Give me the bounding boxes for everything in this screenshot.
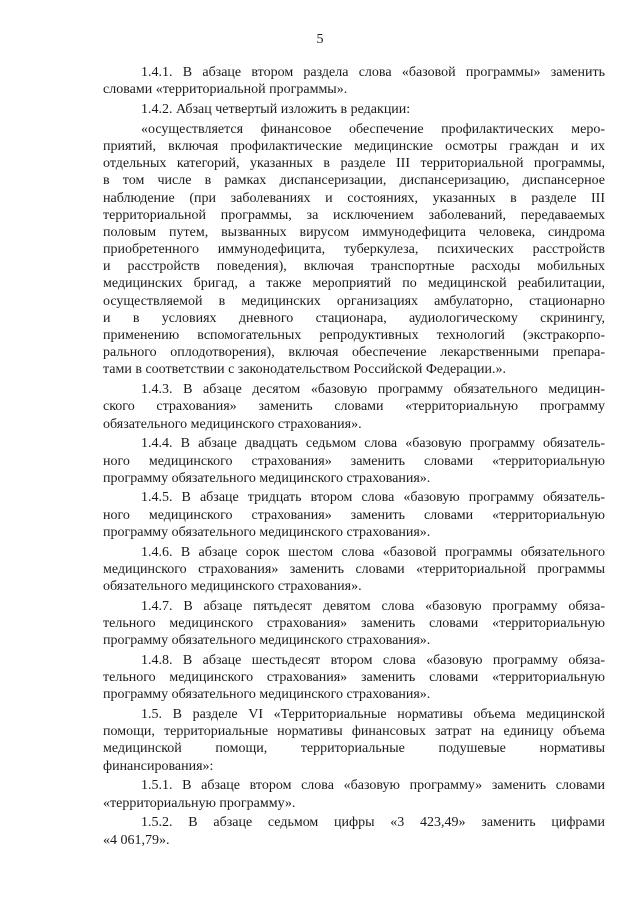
page-number: 5 bbox=[316, 32, 324, 47]
paragraph-quote bbox=[103, 121, 605, 379]
text-line: 1.4.2. Абзац четвертый изложить в редакции: bbox=[141, 101, 411, 117]
text-line: 1.4.5. В абзаце тридцать втором слова «базовую программу обязатель- bbox=[141, 490, 605, 506]
paragraph-p142 bbox=[103, 101, 605, 118]
paragraph-p147 bbox=[103, 598, 605, 650]
text-line: в том числе в рамках диспансеризации, диспансеризацию, диспансерное bbox=[103, 173, 605, 189]
paragraph-p143 bbox=[103, 381, 605, 433]
text-line: 1.4.1. В абзаце втором раздела слова «базовой программы» заменить bbox=[141, 65, 605, 80]
paragraph-p151 bbox=[103, 777, 605, 811]
text-line: «4 061,79». bbox=[103, 832, 170, 848]
paragraph-p148 bbox=[103, 652, 605, 704]
text-line: программу обязательного медицинского страхования». bbox=[103, 633, 431, 649]
text-line: наблюдение (при заболеваниях и состояниях, указанных в разделе III bbox=[103, 190, 605, 206]
text-line: «территориальную программу». bbox=[103, 795, 296, 811]
paragraph-p15 bbox=[103, 706, 605, 775]
text-line: половым путем, вызванных вирусом иммунодефицита человека, синдрома bbox=[103, 224, 605, 240]
text-line: и расстройств поведения), включая транспортные расходы мобильных bbox=[103, 259, 605, 275]
text-line: программу обязательного медицинского страхования». bbox=[103, 470, 431, 486]
text-line: обязательного медицинского страхования». bbox=[103, 416, 362, 432]
text-line: ского страхования» заменить словами «территориальную программу bbox=[103, 399, 605, 415]
paragraph-p152 bbox=[103, 814, 605, 848]
text-line: применению вспомогательных репродуктивных технологий (экстракорпо- bbox=[103, 328, 605, 343]
text-line: 1.4.8. В абзаце шестьдесят втором слова «базовую программу обяза- bbox=[141, 652, 605, 668]
text-line: и в условиях дневного стационара, аудиологическому скринингу, bbox=[103, 310, 605, 326]
text-line: осуществляемой в медицинских организациях амбулаторно, стационарно bbox=[103, 293, 605, 309]
text-line: медицинской помощи, территориальные подушевые нормативы bbox=[103, 741, 605, 757]
text-line: помощи, территориальные нормативы финансовых затрат на единицу объема bbox=[103, 724, 605, 740]
text-line: 1.4.3. В абзаце десятом «базовую программу обязательного медицин- bbox=[141, 382, 605, 398]
text-line: финансирования»: bbox=[103, 758, 214, 774]
text-line: рального оплодотворения), включая обеспечение лекарственными препара- bbox=[103, 345, 605, 361]
text-line: словами «территориальной программы». bbox=[103, 82, 348, 98]
text-line: программу обязательного медицинского страхования». bbox=[103, 687, 431, 703]
text-line: «осуществляется финансовое обеспечение профилактических меро- bbox=[141, 121, 605, 137]
text-line: 1.4.4. В абзаце двадцать седьмом слова «базовую программу обязатель- bbox=[141, 436, 605, 452]
paragraph-p144 bbox=[103, 435, 605, 487]
text-line: программу обязательного медицинского страхования». bbox=[103, 524, 431, 540]
text-line: тельного медицинского страхования» заменить словами «территориальную bbox=[103, 670, 605, 686]
paragraph-p145 bbox=[103, 489, 605, 541]
text-line: ного медицинского страхования» заменить словами «территориальную bbox=[103, 507, 605, 523]
text-line: медицинского страхования» заменить словами «территориальной программы bbox=[103, 561, 605, 577]
text-line: приятий, включая профилактические медицинские осмотры граждан и их bbox=[103, 138, 605, 154]
text-line: территориальной программы, за исключением заболеваний, передаваемых bbox=[103, 207, 605, 223]
text-line: 1.5. В разделе VI «Территориальные нормативы объема медицинской bbox=[141, 707, 605, 723]
paragraph-p141 bbox=[103, 64, 605, 98]
text-line: медицинских бригад, а также мероприятий по медицинской реабилитации, bbox=[103, 276, 605, 292]
text-line: тами в соответствии с законодательством Российской Федерации.». bbox=[103, 362, 506, 378]
text-line: приобретенного иммунодефицита, туберкулеза, психических расстройств bbox=[103, 242, 605, 258]
text-line: обязательного медицинского страхования». bbox=[103, 579, 362, 594]
paragraph-p146 bbox=[103, 544, 605, 596]
text-line: 1.4.6. В абзаце сорок шестом слова «базовой программы обязательного bbox=[141, 544, 605, 560]
text-line: ного медицинского страхования» заменить словами «территориальную bbox=[103, 453, 605, 469]
text-line: 1.5.2. В абзаце седьмом цифры «3 423,49» заменить цифрами bbox=[141, 815, 605, 831]
text-line: 1.4.7. В абзаце пятьдесят девятом слова «базовую программу обяза- bbox=[141, 598, 605, 614]
text-line: тельного медицинского страхования» заменить словами «территориальную bbox=[103, 615, 605, 631]
text-line: отдельных категорий, указанных в разделе III территориальной программы, bbox=[103, 156, 605, 172]
text-line: 1.5.1. В абзаце втором слова «базовую программу» заменить словами bbox=[141, 778, 605, 794]
paragraph-gap bbox=[103, 849, 605, 852]
document-body bbox=[103, 64, 605, 851]
